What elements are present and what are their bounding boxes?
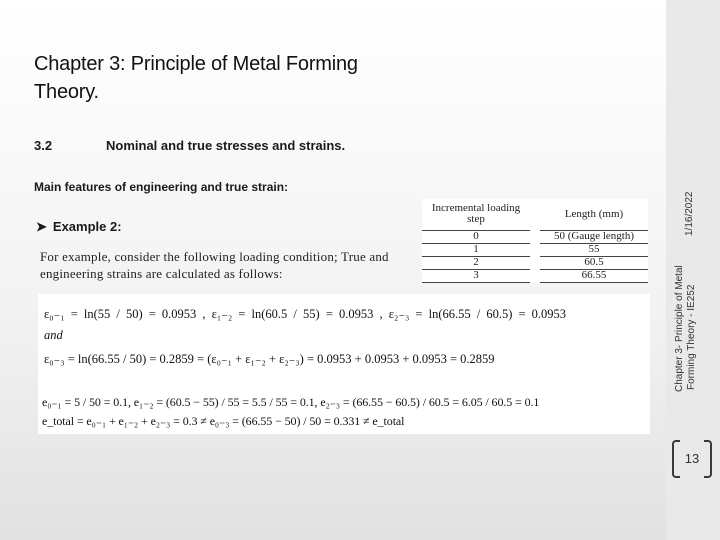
footer-course-line1: Chapter 3- Principle of Metal (674, 265, 685, 392)
equation-total-true-strain: ε₀₋₃ = ln(66.55 / 50) = 0.2859 = (ε₀₋₁ + ε₁₋₂ + ε₂₋₃) = 0.0953 + 0.0953 + 0.0953 = 0.2859 (44, 352, 495, 366)
table-header-row (422, 199, 648, 230)
header-step: Incremental loading step (422, 199, 530, 230)
table-row (422, 230, 648, 243)
arrow-bullet-icon: ➤ (36, 219, 47, 234)
equation-and: and (44, 328, 63, 342)
header-length: Length (mm) (540, 199, 648, 230)
equation-true-strains: ε₀₋₁ = ln(55 / 50) = 0.0953 , ε₁₋₂ = ln(60.5 / 55) = 0.0953 , ε₂₋₃ = ln(66.55 / 60.5) = 0.0953 (44, 307, 567, 321)
cell-length: 60.5 (540, 256, 648, 269)
cell-step: 0 (422, 230, 530, 243)
equations-panel (38, 294, 650, 434)
table-row (422, 269, 648, 282)
cell-length: 66.55 (540, 269, 648, 282)
bracket-left-icon (672, 440, 680, 478)
bracket-right-icon (704, 440, 712, 478)
cell-length: 55 (540, 243, 648, 256)
section-number: 3.2 (34, 138, 53, 153)
slide-title: Chapter 3: Principle of Metal Forming Theory. (34, 53, 358, 103)
equation-engineering-strains: e₀₋₁ = 5 / 50 = 0.1, e₁₋₂ = (60.5 − 55) / 55 = 5.5 / 55 = 0.1, e₂₋₃ = (66.55 − 60.5) / 60.5 = 6.05 / 60.5 = 0.1 (42, 395, 540, 409)
example-heading (36, 219, 122, 235)
slide-date: 1/16/2022 (684, 191, 695, 236)
page-number (672, 440, 712, 478)
page-number-value: 13 (684, 451, 700, 466)
equation-total-engineering-strain: e_total = e₀₋₁ + e₁₋₂ + e₂₋₃ = 0.3 ≠ e₀₋₃ = (66.55 − 50) / 50 = 0.331 ≠ e_total (42, 414, 405, 428)
cell-step: 1 (422, 243, 530, 256)
example-label: Example 2: (52, 219, 122, 234)
cell-step: 3 (422, 269, 530, 282)
cell-step: 2 (422, 256, 530, 269)
table-row (422, 243, 648, 256)
cell-length: 50 (Gauge length) (540, 230, 648, 243)
features-heading: Main features of engineering and true strain: (34, 180, 289, 194)
footer-course-line2: Forming Theory - IE252 (686, 284, 697, 390)
loading-table (422, 199, 648, 283)
table-row (422, 256, 648, 269)
section-title: Nominal and true stresses and strains. (106, 138, 346, 153)
example-text: For example, consider the following loading condition; True and engineering strains are calculated as follows: (40, 249, 389, 281)
